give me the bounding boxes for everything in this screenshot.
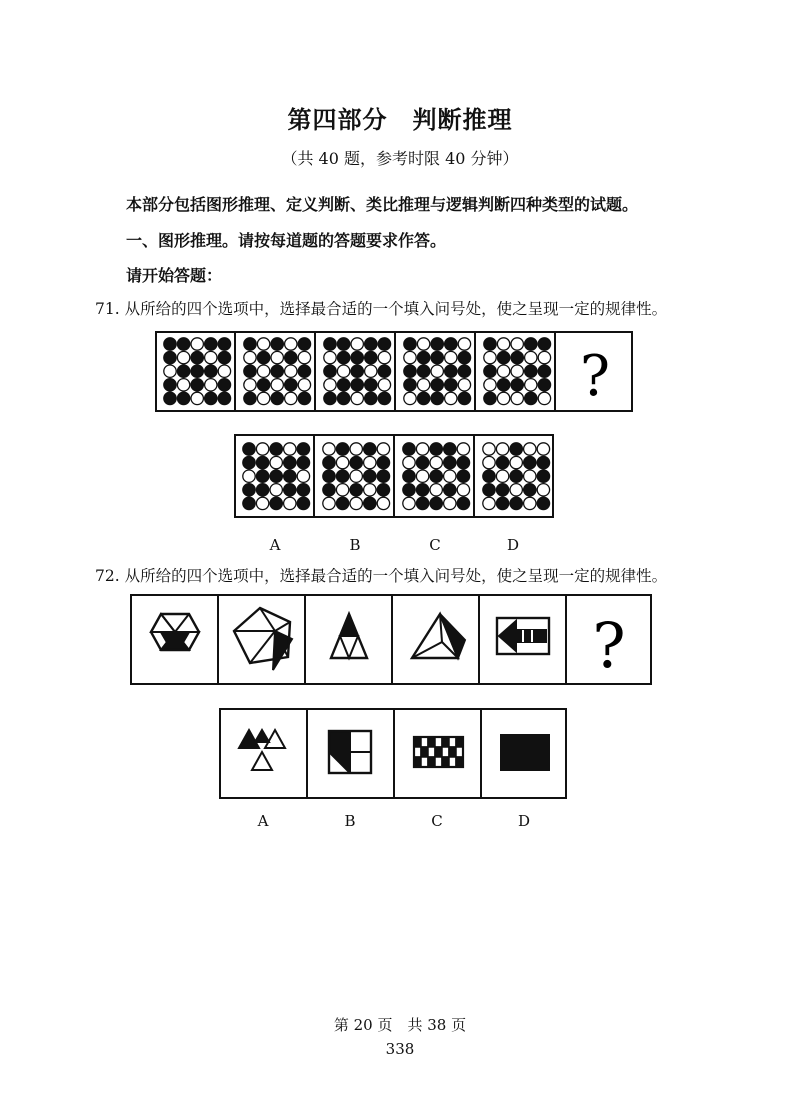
dot: [444, 497, 456, 509]
dot: [511, 365, 523, 377]
question-72: [95, 564, 667, 586]
dot: [417, 365, 429, 377]
dot: [177, 365, 189, 377]
dot: [403, 484, 415, 496]
dot: [270, 470, 282, 482]
dot: [403, 497, 415, 509]
dot: [350, 497, 362, 509]
dot: [337, 338, 349, 350]
dot: [284, 484, 296, 496]
dot: [257, 365, 269, 377]
dot: [257, 392, 269, 404]
dot: [365, 351, 377, 363]
checker-cell: [435, 757, 442, 767]
dot: [457, 443, 469, 455]
dot: [457, 470, 469, 482]
q72-stem-figures: [130, 594, 654, 686]
dot: [350, 484, 362, 496]
dot: [243, 484, 255, 496]
intro-line-2: 一、图形推理。请按每道题的答题要求作答。: [126, 231, 447, 250]
dot: [430, 470, 442, 482]
dot: [458, 351, 470, 363]
dot: [243, 456, 255, 468]
dot: [431, 338, 443, 350]
dot: [324, 379, 336, 391]
dot: [538, 365, 550, 377]
dot: [285, 392, 297, 404]
dot: [416, 484, 428, 496]
dot: [484, 351, 496, 363]
dot: [510, 456, 522, 468]
dot: [404, 392, 416, 404]
dot: [191, 338, 203, 350]
dot: [323, 443, 335, 455]
dot: [510, 443, 522, 455]
dot: [378, 392, 390, 404]
dot: [256, 470, 268, 482]
dot: [323, 456, 335, 468]
dot: [297, 497, 309, 509]
dot: [537, 484, 549, 496]
dot: [244, 351, 256, 363]
dot: [524, 443, 536, 455]
dot: [458, 338, 470, 350]
dot: [525, 351, 537, 363]
dot: [497, 392, 509, 404]
q72-option-labels: [0, 812, 800, 832]
dot: [417, 338, 429, 350]
dot: [205, 338, 217, 350]
q71-dot-grid-3: [324, 338, 391, 405]
dot: [164, 392, 176, 404]
dot: [458, 392, 470, 404]
dot: [323, 497, 335, 509]
dot: [496, 484, 508, 496]
dot: [298, 392, 310, 404]
dot: [271, 365, 283, 377]
dot: [430, 443, 442, 455]
question-71-text: 从所给的四个选项中，选择最合适的一个填入问号处，使之呈现一定的规律性。: [124, 300, 668, 318]
dot: [511, 338, 523, 350]
dot: [537, 470, 549, 482]
dot: [511, 351, 523, 363]
dot: [351, 365, 363, 377]
dot: [404, 379, 416, 391]
q72-label-b: B: [344, 812, 356, 830]
dot: [484, 379, 496, 391]
dot: [378, 351, 390, 363]
dot: [378, 338, 390, 350]
dot: [350, 456, 362, 468]
dot: [458, 365, 470, 377]
dot: [445, 392, 457, 404]
q72-option-d-rectangle[interactable]: [501, 735, 549, 770]
dot: [416, 443, 428, 455]
dot: [351, 392, 363, 404]
dot: [323, 484, 335, 496]
dot: [445, 379, 457, 391]
q71-option-a-grid[interactable]: [243, 443, 310, 510]
dot: [483, 484, 495, 496]
q71-option-figures: [234, 434, 556, 520]
dot: [416, 497, 428, 509]
dot: [177, 351, 189, 363]
dot: [285, 338, 297, 350]
dot: [191, 351, 203, 363]
checker-cell: [449, 737, 456, 747]
dot: [445, 338, 457, 350]
dot: [377, 456, 389, 468]
dot: [336, 456, 348, 468]
q71-label-c: C: [429, 536, 441, 554]
dot: [298, 379, 310, 391]
dot: [431, 392, 443, 404]
dot: [364, 456, 376, 468]
q71-dot-grid-2: [244, 338, 311, 405]
dot: [323, 470, 335, 482]
dot: [431, 351, 443, 363]
dot: [164, 351, 176, 363]
dot: [364, 497, 376, 509]
dot: [537, 456, 549, 468]
dot: [511, 392, 523, 404]
dot: [298, 351, 310, 363]
checker-cell: [428, 737, 435, 747]
q72-label-a: A: [257, 812, 269, 830]
page-title: 第四部分 判断推理: [287, 106, 513, 134]
dot: [510, 497, 522, 509]
q71-option-d-grid[interactable]: [483, 443, 550, 510]
dot: [377, 470, 389, 482]
dot: [417, 379, 429, 391]
dot: [256, 456, 268, 468]
dot: [417, 351, 429, 363]
dot: [297, 443, 309, 455]
dot: [365, 392, 377, 404]
dot: [538, 351, 550, 363]
dot: [524, 470, 536, 482]
dot: [177, 338, 189, 350]
dot: [525, 379, 537, 391]
checker-cell: [428, 757, 435, 767]
checker-cell: [442, 757, 449, 767]
dot: [497, 379, 509, 391]
q72-option-figures: [219, 708, 569, 800]
dot: [337, 379, 349, 391]
dot: [496, 497, 508, 509]
dot: [497, 351, 509, 363]
dot: [404, 365, 416, 377]
dot: [378, 379, 390, 391]
page-number: 338: [385, 1040, 415, 1058]
dot: [336, 484, 348, 496]
dot: [256, 443, 268, 455]
dot: [525, 338, 537, 350]
dot: [244, 338, 256, 350]
checker-cell: [421, 747, 428, 757]
dot: [177, 392, 189, 404]
dot: [164, 338, 176, 350]
dot: [270, 456, 282, 468]
dot: [496, 470, 508, 482]
dot: [285, 379, 297, 391]
dot: [431, 365, 443, 377]
dot: [218, 379, 230, 391]
dot: [298, 338, 310, 350]
q72-option-a-triangles[interactable]: [239, 730, 285, 770]
dot: [458, 379, 470, 391]
dot: [351, 338, 363, 350]
q72-label-d: D: [517, 812, 531, 830]
dot: [430, 497, 442, 509]
dot: [297, 456, 309, 468]
dot: [538, 392, 550, 404]
q72-pentagon-figure: [234, 608, 292, 670]
q71-dot-grid-1: [164, 338, 231, 405]
dot: [537, 443, 549, 455]
dot: [243, 443, 255, 455]
dot: [444, 484, 456, 496]
dot: [218, 392, 230, 404]
dot: [417, 392, 429, 404]
dot: [510, 484, 522, 496]
q72-tripartite-triangle-figure: [412, 614, 465, 658]
dot: [377, 484, 389, 496]
dot: [497, 365, 509, 377]
dot: [483, 470, 495, 482]
dot: [457, 484, 469, 496]
dot: [324, 351, 336, 363]
dot: [524, 456, 536, 468]
dot: [351, 379, 363, 391]
dot: [337, 365, 349, 377]
dot: [377, 497, 389, 509]
dot: [257, 338, 269, 350]
dot: [337, 351, 349, 363]
dot: [164, 365, 176, 377]
intro-line-1: 本部分包括图形推理、定义判断、类比推理与逻辑判断四种类型的试题。: [126, 195, 639, 214]
dot: [404, 338, 416, 350]
q71-dot-grid-4: [404, 338, 471, 405]
q71-label-b: B: [349, 536, 361, 554]
dot: [538, 338, 550, 350]
dot: [444, 456, 456, 468]
checker-cell: [421, 737, 428, 747]
dot: [271, 379, 283, 391]
dot: [243, 470, 255, 482]
dot: [244, 365, 256, 377]
dot: [191, 379, 203, 391]
dot: [271, 338, 283, 350]
dot: [351, 351, 363, 363]
q72-option-c-checkerboard[interactable]: [414, 737, 463, 767]
dot: [430, 456, 442, 468]
dot: [484, 392, 496, 404]
dot: [256, 497, 268, 509]
dot: [350, 470, 362, 482]
q71-dot-grid-5: [484, 338, 551, 405]
q72-option-b-grid[interactable]: [329, 731, 371, 773]
dot: [164, 379, 176, 391]
dot: [365, 365, 377, 377]
dot: [403, 456, 415, 468]
dot: [337, 392, 349, 404]
dot: [297, 470, 309, 482]
q72-label-c: C: [431, 812, 443, 830]
dot: [218, 365, 230, 377]
dot: [298, 365, 310, 377]
dot: [416, 470, 428, 482]
q72-hexagon-figure: [151, 614, 199, 650]
q72-arrow-figure: [497, 618, 549, 654]
checker-cell: [435, 737, 442, 747]
q71-label-a: A: [269, 536, 281, 554]
q71-option-c-grid[interactable]: [403, 443, 470, 510]
dot: [243, 497, 255, 509]
dot: [445, 365, 457, 377]
checker-cell: [428, 747, 435, 757]
dot: [445, 351, 457, 363]
dot: [483, 497, 495, 509]
dot: [483, 456, 495, 468]
dot: [271, 351, 283, 363]
dot: [525, 365, 537, 377]
checker-cell: [449, 747, 456, 757]
dot: [205, 392, 217, 404]
page-subtitle: （共 40 题，参考时限 40 分钟）: [281, 149, 519, 168]
checker-cell: [449, 757, 456, 767]
dot: [364, 443, 376, 455]
dot: [297, 484, 309, 496]
question-72-number: 72.: [95, 567, 120, 585]
dot: [403, 443, 415, 455]
dot: [244, 379, 256, 391]
dot: [431, 379, 443, 391]
dot: [416, 456, 428, 468]
dot: [524, 497, 536, 509]
dot: [205, 379, 217, 391]
dot: [257, 379, 269, 391]
dot: [538, 379, 550, 391]
q71-option-b-grid[interactable]: [323, 443, 390, 510]
dot: [457, 456, 469, 468]
dot: [484, 338, 496, 350]
dot: [483, 443, 495, 455]
dot: [324, 392, 336, 404]
dot: [365, 379, 377, 391]
q71-option-labels: [0, 536, 800, 556]
question-71: [95, 297, 667, 319]
dot: [244, 392, 256, 404]
dot: [324, 365, 336, 377]
dot: [496, 456, 508, 468]
dot: [177, 379, 189, 391]
dot: [270, 443, 282, 455]
dot: [484, 365, 496, 377]
q71-stem-figures: [155, 331, 635, 413]
q72-triangle-figure: [331, 614, 367, 658]
dot: [285, 365, 297, 377]
dot: [350, 443, 362, 455]
dot: [324, 338, 336, 350]
dot: [270, 484, 282, 496]
dot: [205, 351, 217, 363]
dot: [336, 497, 348, 509]
checker-cell: [421, 757, 428, 767]
checker-cell: [442, 737, 449, 747]
dot: [191, 392, 203, 404]
dot: [284, 456, 296, 468]
dot: [364, 470, 376, 482]
dot: [271, 392, 283, 404]
dot: [284, 443, 296, 455]
dot: [378, 365, 390, 377]
dot: [457, 497, 469, 509]
q72-question-mark: ?: [592, 609, 626, 682]
dot: [537, 497, 549, 509]
dot: [511, 379, 523, 391]
dot: [365, 338, 377, 350]
dot: [205, 365, 217, 377]
page-indicator: 第 20 页 共 38 页: [333, 1016, 467, 1034]
dot: [403, 470, 415, 482]
dot: [377, 443, 389, 455]
dot: [336, 470, 348, 482]
q71-question-mark: ?: [579, 344, 611, 409]
dot: [256, 484, 268, 496]
dot: [496, 443, 508, 455]
dot: [284, 497, 296, 509]
dot: [430, 484, 442, 496]
dot: [497, 338, 509, 350]
dot: [285, 351, 297, 363]
dot: [218, 351, 230, 363]
dot: [191, 365, 203, 377]
dot: [510, 470, 522, 482]
dot: [525, 392, 537, 404]
checker-cell: [442, 747, 449, 757]
dot: [257, 351, 269, 363]
intro-line-3: 请开始答题：: [126, 266, 223, 285]
checker-cell: [435, 747, 442, 757]
dot: [444, 470, 456, 482]
dot: [444, 443, 456, 455]
dot: [218, 338, 230, 350]
dot: [284, 470, 296, 482]
question-72-text: 从所给的四个选项中，选择最合适的一个填入问号处，使之呈现一定的规律性。: [124, 567, 668, 585]
dot: [364, 484, 376, 496]
dot: [336, 443, 348, 455]
q71-label-d: D: [506, 536, 520, 554]
dot: [270, 497, 282, 509]
dot: [404, 351, 416, 363]
question-71-number: 71.: [95, 300, 120, 318]
dot: [524, 484, 536, 496]
